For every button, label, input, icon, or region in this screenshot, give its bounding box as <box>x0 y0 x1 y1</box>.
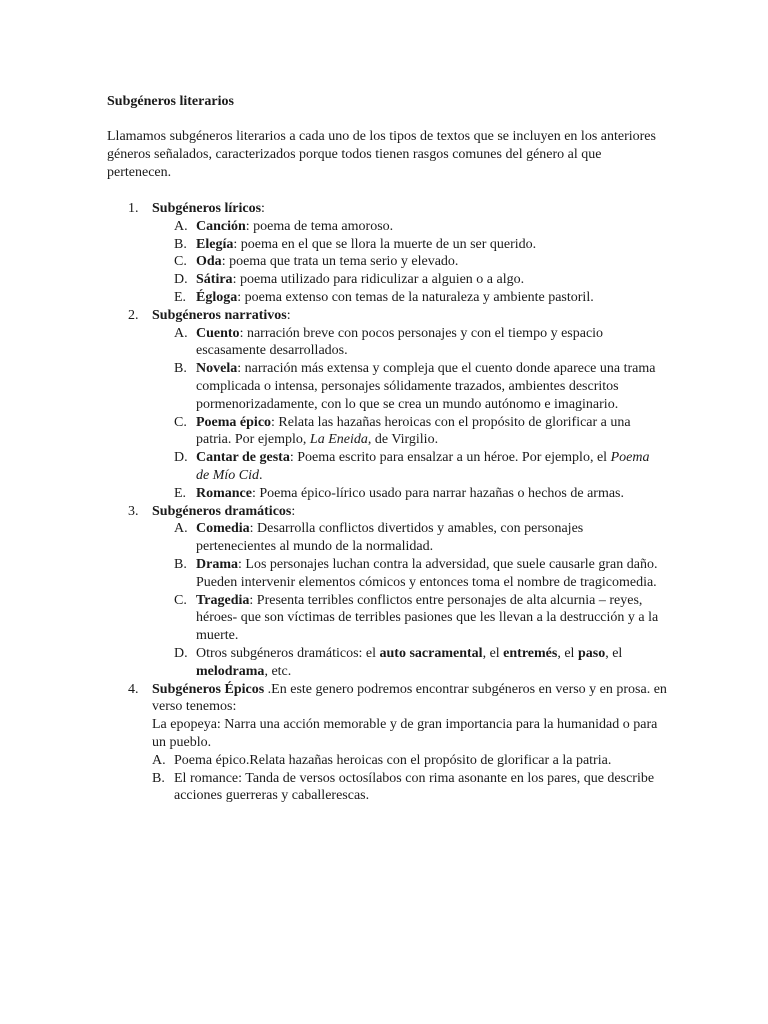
genre-list <box>0 200 768 805</box>
section-number: 1. <box>128 201 139 216</box>
list-item: A. Poema épico.Relata hazañas heroicas con el propósito de glorificar a la patria. <box>152 752 612 768</box>
intro-paragraph: Llamamos subgéneros literarios a cada uno de los tipos de textos que se incluyen en los anteriores géneros señalados, caracterizados porque todos tienen rasgos comunes del género al que pertenecen. <box>107 129 656 180</box>
section-heading: Subgéneros narrativos: <box>152 307 291 323</box>
list-item: C. Poema épico: Relata las hazañas heroicas con el propósito de glorificar a una patria. Por ejemplo, La Eneida, de Virgilio. <box>174 414 631 448</box>
list-item: B. Drama: Los personajes luchan contra la adversidad, que suele causarle gran daño. Pueden intervenir elementos cómicos y entonces toma el nombre de tragicomedia. <box>174 556 658 590</box>
section-dramatic <box>0 503 768 521</box>
list-item: E. Égloga: poema extenso con temas de la naturaleza y ambiente pastoril. <box>174 289 594 305</box>
list-item: B. Novela: narración más extensa y compleja que el cuento donde aparece una trama complicada o intensa, personajes sólidamente trazados, ambientes descritos pormenorizadamente, con lo que se crea un mundo autónomo e imaginario. <box>174 361 656 412</box>
section-heading: Subgéneros Épicos .En este genero podremos encontrar subgéneros en verso y en prosa. en verso tenemos: <box>152 681 667 715</box>
section-number: 3. <box>128 503 139 519</box>
document-title: Subgéneros literarios <box>107 94 234 109</box>
section-number: 2. <box>128 307 139 323</box>
list-item: A. Canción: poema de tema amoroso. <box>174 218 394 234</box>
section-lyric <box>0 200 768 218</box>
list-item: A. Comedia: Desarrolla conflictos divertidos y amables, con personajes pertenecientes al mundo de la normalidad. <box>174 521 584 555</box>
section-narrative <box>0 307 768 325</box>
section-heading: Subgéneros líricos: <box>152 201 265 216</box>
list-item: E. Romance: Poema épico-lírico usado para narrar hazañas o hechos de armas. <box>174 485 625 501</box>
list-item: C. Oda: poema que trata un tema serio y elevado. <box>174 254 459 270</box>
list-item: B. Elegía: poema en el que se llora la muerte de un ser querido. <box>174 236 537 252</box>
list-item: D. Sátira: poema utilizado para ridiculizar a alguien o a algo. <box>174 272 525 288</box>
list-item: A. Cuento: narración breve con pocos personajes y con el tiempo y espacio escasamente desarrollados. <box>174 325 604 359</box>
section-heading: Subgéneros dramáticos: <box>152 503 296 519</box>
list-item: D. Otros subgéneros dramáticos: el auto sacramental, el entremés, el paso, el melodrama, etc. <box>174 645 623 679</box>
list-item: C. Tragedia: Presenta terribles conflictos entre personajes de alta alcurnia – reyes, héroes- que son víctimas de terribles pasiones que les llevan a la destrucción y a la muerte. <box>174 592 659 644</box>
list-item: D. Cantar de gesta: Poema escrito para ensalzar a un héroe. Por ejemplo, el Poema de Mío Cid. <box>174 450 650 483</box>
epic-paragraph: La epopeya: Narra una acción memorable y de gran importancia para la humanidad o para un pueblo. <box>152 717 658 750</box>
section-epic <box>0 681 768 717</box>
list-item: B. El romance: Tanda de versos octosílabos con rima asonante en los pares, que describe acciones guerreras y caballerescas. <box>152 770 655 804</box>
section-number: 4. <box>128 681 139 697</box>
